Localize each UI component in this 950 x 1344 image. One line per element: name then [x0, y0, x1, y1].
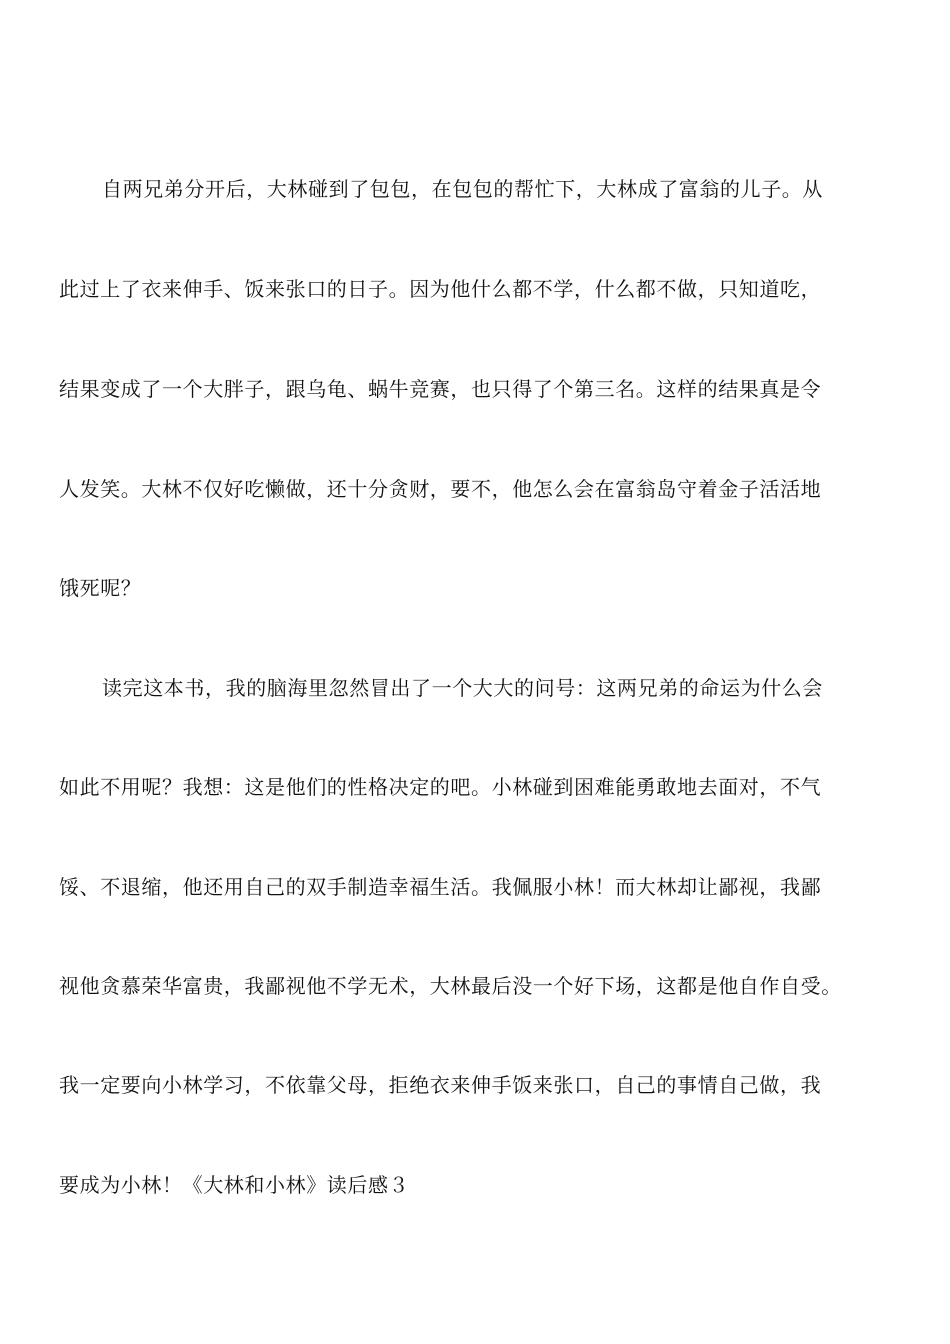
paragraph-1-line-3: 结果变成了一个大胖子，跟乌龟、蜗牛竞赛，也只得了个第三名。这样的结果真是令 [59, 377, 822, 401]
paragraph-2-line-2: 如此不用呢？我想：这是他们的性格决定的吧。小林碰到困难能勇敢地去面对，不气 [59, 775, 822, 799]
paragraph-2-line-3: 馁、不退缩，他还用自己的双手制造幸福生活。我佩服小林！而大林却让鄙视，我鄙 [59, 875, 822, 899]
paragraph-1-line-2: 此过上了衣来伸手、饭来张口的日子。因为他什么都不学，什么都不做，只知道吃， [59, 277, 822, 301]
paragraph-1-line-4: 人发笑。大林不仅好吃懒做，还十分贪财，要不，他怎么会在富翁岛守着金子活活地 [59, 477, 822, 501]
paragraph-2-line-6: 要成为小林！《大林和小林》读后感３ [59, 1173, 410, 1197]
paragraph-1-line-1: 自两兄弟分开后，大林碰到了包包，在包包的帮忙下，大林成了富翁的儿子。从 [102, 177, 823, 201]
paragraph-2-line-4: 视他贪慕荣华富贵，我鄙视他不学无术，大林最后没一个好下场，这都是他自作自受。 [59, 974, 842, 998]
paragraph-2-line-5: 我一定要向小林学习，不依靠父母，拒绝衣来伸手饭来张口，自己的事情自己做，我 [59, 1073, 822, 1097]
paragraph-1-line-5: 饿死呢？ [59, 576, 142, 600]
paragraph-2-line-1: 读完这本书，我的脑海里忽然冒出了一个大大的问号：这两兄弟的命运为什么会 [102, 676, 823, 700]
